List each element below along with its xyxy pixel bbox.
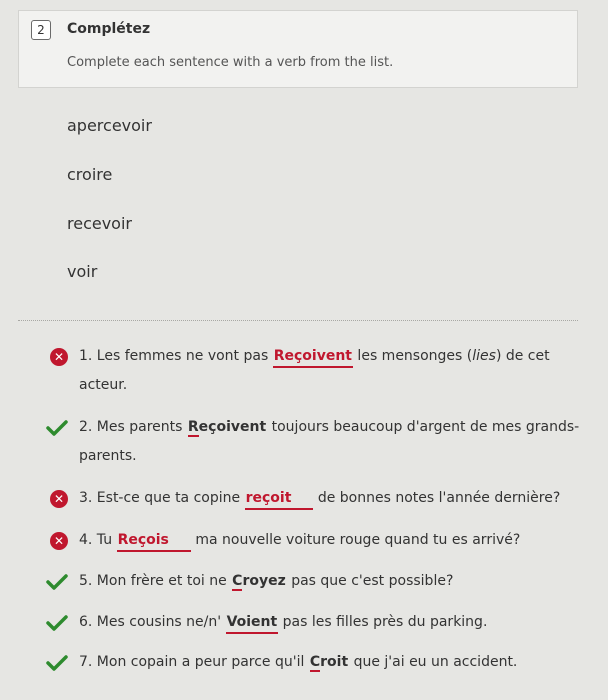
sentence-text: pas les filles près du parking. bbox=[278, 614, 488, 630]
question-number-badge: 2 bbox=[31, 20, 51, 40]
check-icon bbox=[46, 654, 64, 672]
check-icon bbox=[46, 573, 64, 591]
x-circle-icon: ✕ bbox=[50, 348, 68, 366]
answer-field-1[interactable]: Reçoivent bbox=[273, 346, 353, 368]
sentence-text: 1. Les femmes ne vont pas bbox=[79, 348, 273, 364]
x-circle-icon: ✕ bbox=[50, 532, 68, 550]
answer-field-2[interactable] bbox=[187, 417, 267, 439]
sentence-1 bbox=[79, 342, 584, 400]
x-circle-icon: ✕ bbox=[50, 490, 68, 508]
sentence-4 bbox=[79, 526, 584, 555]
question-instruction: Complete each sentence with a verb from the list. bbox=[67, 55, 394, 70]
sentence-7 bbox=[79, 648, 584, 677]
sentence-text: 5. Mon frère et toi ne bbox=[79, 573, 232, 589]
sentence-text: 4. Tu bbox=[79, 532, 117, 548]
verb-item: voir bbox=[67, 262, 98, 281]
answer-first-letter: C bbox=[232, 573, 243, 589]
sentence-text: toujours beaucoup d'argent de mes grands-parents. bbox=[79, 419, 580, 464]
answer-field-6[interactable]: Voient bbox=[226, 612, 279, 634]
question-header bbox=[18, 10, 578, 88]
answer-field-7[interactable] bbox=[309, 652, 349, 674]
answer-field-4[interactable]: Reçois bbox=[117, 530, 191, 552]
sentence-text: pas que c'est possible? bbox=[286, 573, 454, 589]
sentence-text: 3. Est-ce que ta copine bbox=[79, 490, 245, 506]
answer-first-letter: C bbox=[309, 654, 321, 670]
answer-field-3[interactable]: reçoit bbox=[245, 488, 314, 510]
sentence-text-italic: lies bbox=[472, 348, 496, 364]
verb-item: croire bbox=[67, 165, 113, 184]
sentence-6 bbox=[79, 608, 584, 637]
sentence-5 bbox=[79, 567, 584, 596]
verb-item: apercevoir bbox=[67, 116, 152, 135]
sentence-text: 7. Mon copain a peur parce qu'il bbox=[79, 654, 309, 670]
answer-rest: roit bbox=[320, 654, 349, 670]
check-icon bbox=[46, 614, 64, 632]
sentence-text: les mensonges ( bbox=[352, 348, 473, 364]
sentence-2 bbox=[79, 413, 584, 471]
answer-rest: royez bbox=[242, 573, 286, 589]
sentence-text: que j'ai eu un accident. bbox=[349, 654, 518, 670]
sentence-3 bbox=[79, 484, 584, 513]
check-icon bbox=[46, 419, 64, 437]
sentence-text: ma nouvelle voiture rouge quand tu es arrivé? bbox=[190, 532, 521, 548]
section-divider bbox=[18, 320, 578, 321]
sentence-text: ) de cet acteur. bbox=[79, 348, 550, 393]
answer-first-letter: R bbox=[187, 419, 199, 435]
answer-rest: eçoivent bbox=[198, 419, 267, 435]
answer-field-5[interactable] bbox=[231, 571, 287, 593]
sentence-text: 6. Mes cousins ne/n' bbox=[79, 614, 226, 630]
question-title: Complétez bbox=[67, 21, 151, 37]
sentence-text: 2. Mes parents bbox=[79, 419, 187, 435]
sentence-text: de bonnes notes l'année dernière? bbox=[313, 490, 561, 506]
verb-item: recevoir bbox=[67, 214, 132, 233]
